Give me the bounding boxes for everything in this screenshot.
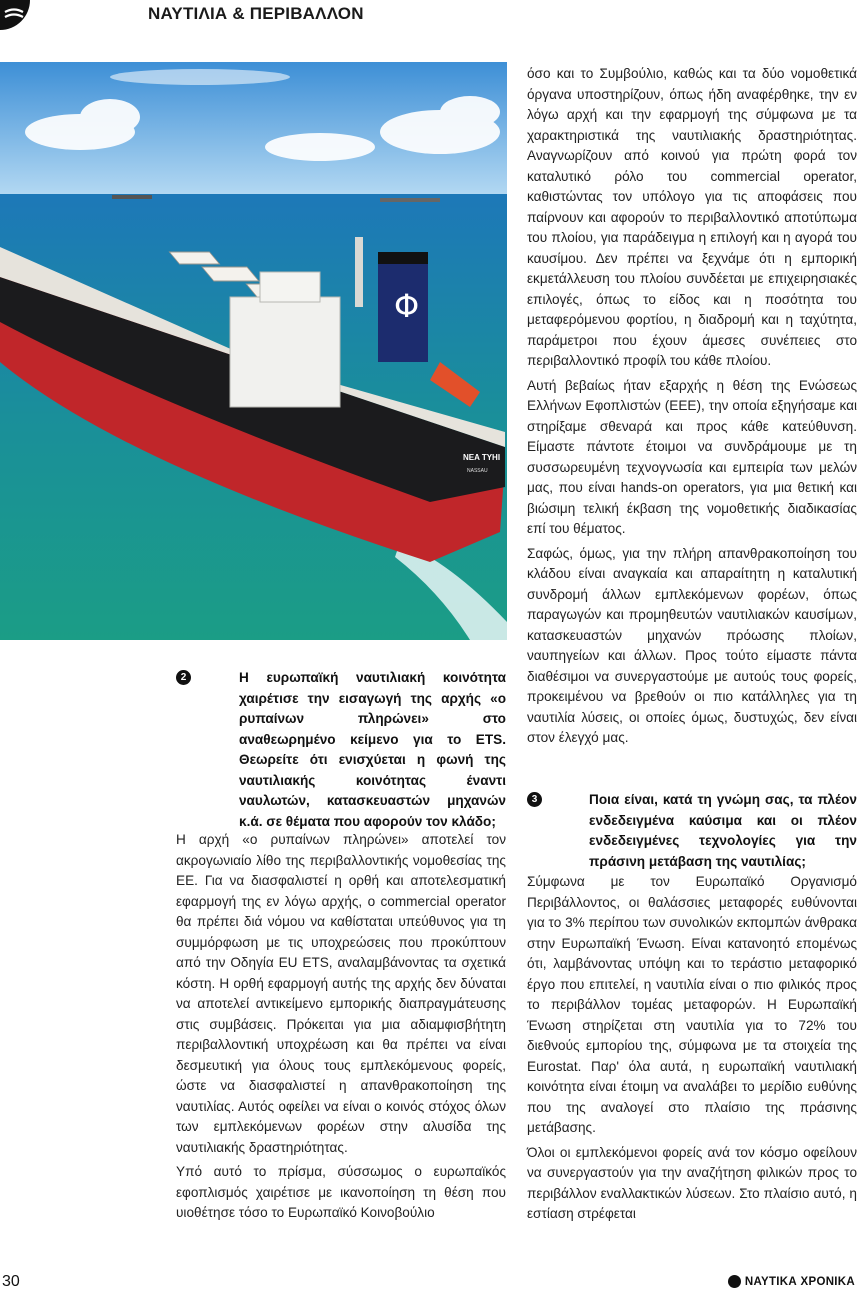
ship-port-label: NASSAU bbox=[467, 468, 488, 474]
magazine-logo-icon bbox=[0, 0, 30, 30]
paragraph: Αυτή βεβαίως ήταν εξαρχής η θέση της Ενώσεως Ελλήνων Εφοπλιστών (ΕΕΕ), την οποία εξηγήσαμε και στηρίξαμε σθεναρά και προς κάθε κατεύθυνση. Είμαστε πάντοτε έτοιμοι να συνδράμουμε με τη συσσωρευμένη τεχνογνωσία και εμπειρία των μελών μας, που είναι hands-on operators, για μια θετική και βιώσιμη τελική έκβαση της νομοθετικής διαδικασίας επί του θέματος. bbox=[527, 377, 857, 536]
question-number-badge: 3 bbox=[527, 792, 542, 807]
paragraph: Σύμφωνα με τον Ευρωπαϊκό Οργανισμό Περιβάλλοντος, οι θαλάσσιες μεταφορές ευθύνονται για το 3% περίπου των συνολικών εκπομπών άνθρακα στην Ευρωπαϊκή Ένωση. Είναι κατανοητό επομένως ότι, λαμβάνοντας υπόψη και το τεράστιο μεταφορικό έργο που επιτελεί, η ναυτιλία είναι ο πιο φιλικός προς το περιβάλλον τομέας μεταφορών. Η Ευρωπαϊκή Ένωση στηρίζεται στη ναυτιλία για το 72% του διεθνούς εμπορίου της, σύμφωνα με τα στοιχεία της Eurostat. Παρ' όλα αυτά, η ευρωπαϊκή ναυτιλιακή κοινότητα είναι έτοιμη να αναλάβει το μερίδιο ευθύνης που της αναλογεί στο πλαίσιο της πράσινης μετάβασης. bbox=[527, 874, 857, 1135]
brand-logo-icon bbox=[728, 1275, 741, 1288]
ship-photo bbox=[0, 62, 507, 640]
section-title: ΝΑΥΤΙΛΙΑ & ΠΕΡΙΒΑΛΛΟΝ bbox=[148, 4, 364, 23]
svg-text:Φ: Φ bbox=[394, 287, 420, 325]
brand-name: ΝΑΥΤΙΚΑ ΧΡΟΝΙΚΑ bbox=[744, 1275, 855, 1288]
ship-name-label: NEA TYHI bbox=[463, 453, 501, 462]
paragraph: όσο και το Συμβούλιο, καθώς και τα δύο νομοθετικά όργανα υποστηρίζουν, όπως ήδη αναφέρθηκε, την εν λόγω αρχή και την εφαρμογή της σύμφωνα με τα χαρακτηριστικά της ναυτιλιακής δραστηριότητας. Αναγνωρίζουν από κοινού για πρώτη φορά τον καταλυτικό ρόλο του commercial operator, καθιστώντας τον υπόλογο για τις αποφάσεις που παίρνουν και αφορούν το περιβαλλοντικό αποτύπωμα του πλοίου, για παράδειγμα η επιλογή και η αγορά του καυσίμου. Δεν πρέπει να ξεχνάμε ότι η εμπορική εκμετάλλευση του πλοίου συνδέεται με επιχειρησιακές επιλογές, όπως το είδος και η ποσότητα του μεταφερόμενου φορτίου, η διαδρομή και η ταχύτητα, παράμετροι που έχουν άμεσες συνέπειες στο περιβαλλοντικό προφίλ του κάθε πλοίου. bbox=[527, 66, 857, 368]
question-3-text: Ποια είναι, κατά τη γνώμη σας, τα πλέον ενδεδειγμένα καύσιμα και οι πλέον ενδεδειγμένες τεχνολογίες για την πράσινη μετάβαση της ναυτιλίας; bbox=[589, 792, 857, 869]
paragraph: Σαφώς, όμως, για την πλήρη απανθρακοποίηση του κλάδου είναι αναγκαία και απαραίτητη η καταλυτική συνδρομή άλλων εμπλεκόμενων φορέων, όπως παραγωγών και προμηθευτών ναυτιλιακών καυσίμων, κατασκευαστών μηχανών πρόωσης πλοίων, ναυπηγείων και άλλων. Προς τούτο είμαστε πάντα διαθέσιμοι να συνεργαστούμε με αυτούς τους φορείς, προκειμένου να βρεθούν οι πιο κατάλληλες για τη ναυτιλία λύσεις, οι οποίες όμως, δυστυχώς, δεν είναι στον έλεγχό μας. bbox=[527, 545, 857, 745]
right-column-body bbox=[527, 64, 857, 753]
paragraph: Όλοι οι εμπλεκόμενοι φορείς ανά τον κόσμο οφείλουν να συνεργαστούν για την αναζήτηση φιλικών προς το περιβάλλον εναλλακτικών λύσεων. Στο πλαίσιο αυτό, η εστίαση στρέφεται bbox=[527, 1144, 857, 1221]
question-number-badge: 2 bbox=[176, 670, 191, 685]
right-column-body-2 bbox=[527, 872, 857, 1229]
question-2-text: Η ευρωπαϊκή ναυτιλιακή κοινότητα χαιρέτισε την εισαγωγή της αρχής «ο ρυπαίνων πληρώνει» στο αναθεωρημένο κείμενο για το ETS. Θεωρείτε ότι ενισχύεται η φωνή της ναυτιλιακής κοινότητας έναντι ναυλωτών, κατασκευαστών μηχανών κ.ά. σε θέματα που αφορούν τον κλάδο; bbox=[239, 670, 506, 829]
left-column-body bbox=[176, 830, 506, 1228]
footer-brand bbox=[728, 1275, 855, 1288]
paragraph: Η αρχή «ο ρυπαίνων πληρώνει» αποτελεί τον ακρογωνιαίο λίθο της περιβαλλοντικής νομοθεσίας της ΕΕ. Για να διασφαλιστεί η ορθή και αποτελεσματική εφαρμογή της εν λόγω αρχής, ο commercial operator θα πρέπει διά νόμου να καθίσταται υπεύθυνος για τη συμμόρφωση με τις υποχρεώσεις που προκύπτουν από την Οδηγία EU ETS, αναλαμβάνοντας τα σχετικά κόστη. Η ορθή εφαρμογή αυτής της αρχής δεν δύναται να αποτελεί αντικείμενο εμπορικής διαπραγμάτευσης στις συμβάσεις. Πρόκειται για μια αδιαμφισβήτητη περιβαλλοντική υποχρέωση και θα πρέπει να είναι δεσμευτική για όλους τους εμπλεκόμενους φορείς, ώστε να διασφαλιστεί η απανθρακοποίηση της ναυτιλίας. Αυτός οφείλει να είναι ο κοινός στόχος όλων των εμπλεκόμενων φορέων στην αλυσίδα της ναυτιλιακής δραστηριότητας. bbox=[176, 832, 506, 1155]
paragraph: Υπό αυτό το πρίσμα, σύσσωμος ο ευρωπαϊκός εφοπλισμός χαιρέτισε με ικανοποίηση τη θέση που υιοθέτησε τόσο το Ευρωπαϊκό Κοινοβούλιο bbox=[176, 1164, 506, 1220]
page-number: 30 bbox=[2, 1273, 20, 1290]
